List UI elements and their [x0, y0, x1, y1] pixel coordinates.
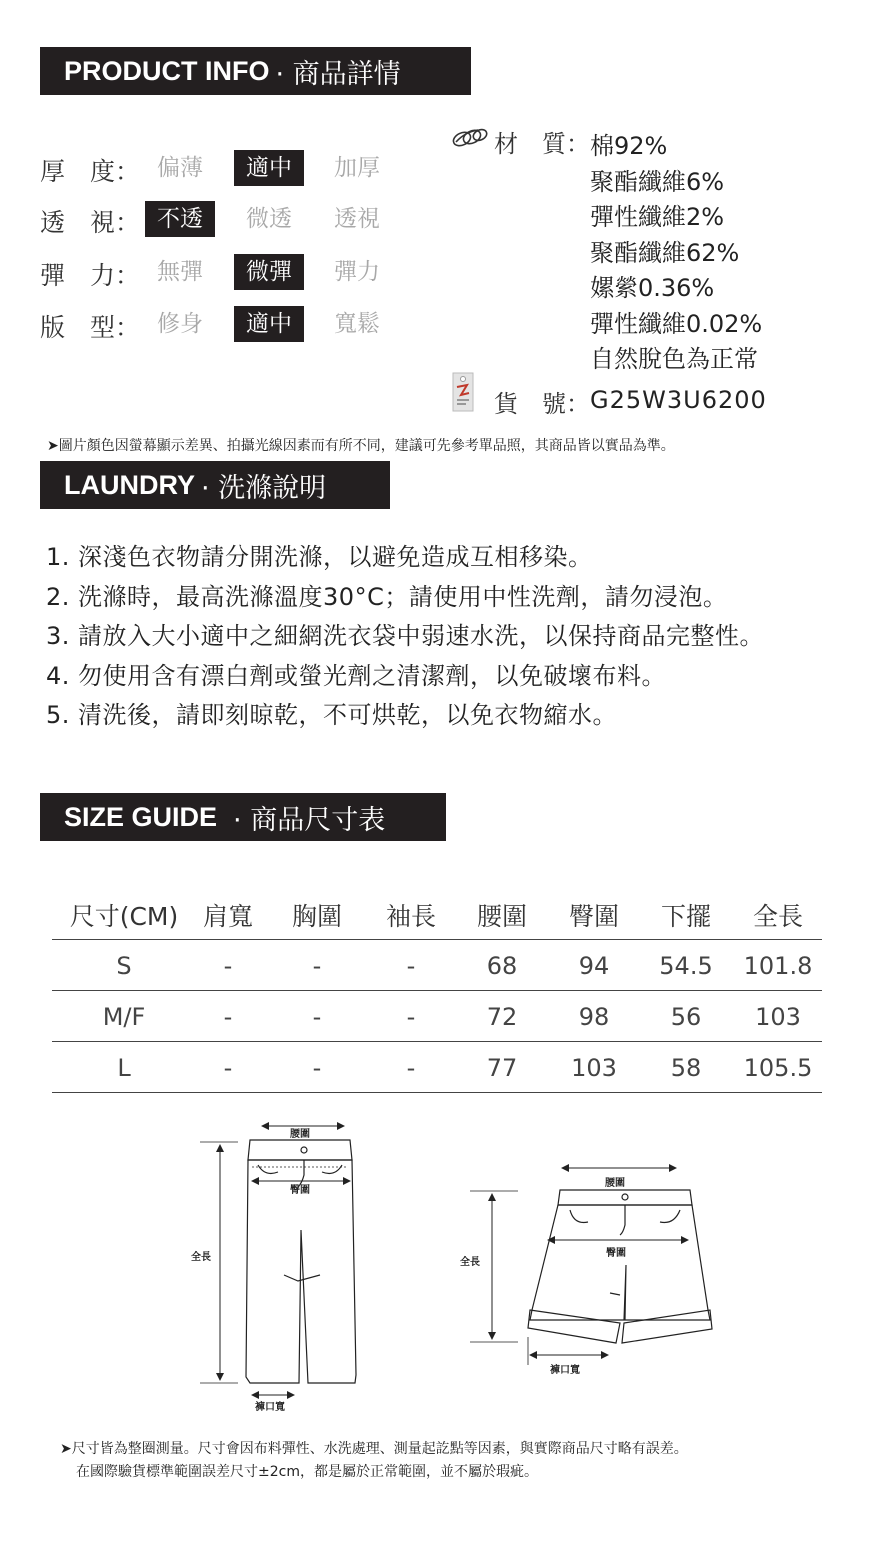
table-cell: 105.5	[743, 1054, 813, 1082]
table-header-cell: 腰圍	[476, 902, 527, 931]
attribute-option-selected: 適中	[234, 306, 304, 342]
item-no-value: G25W3U6200	[590, 386, 767, 414]
table-header-cell: 臀圍	[568, 902, 619, 931]
material-line: 聚酯纖維6%	[590, 167, 725, 196]
long-pants-diagram	[246, 1140, 356, 1383]
size-diagrams	[180, 1115, 740, 1420]
laundry-item: 3. 請放入大小適中之細網洗衣袋中弱速水洗，以保持商品完整性。	[46, 622, 765, 650]
long-length-label: 全長	[191, 1252, 211, 1263]
laundry-item: 4. 勿使用含有漂白劑或螢光劑之清潔劑，以免破壞布料。	[46, 661, 667, 690]
size-note-1: ➤尺寸皆為整圈測量。尺寸會因布料彈性、水洗處理、測量起訖點等因素，與實際商品尺寸略有誤差。	[60, 1441, 688, 1457]
attribute-option: 修身	[157, 311, 203, 337]
product-info-title-en: PRODUCT INFO	[64, 55, 270, 86]
material-line: 彈性纖維2%	[590, 203, 725, 231]
table-cell: 103	[571, 1054, 617, 1082]
table-cell: -	[406, 1054, 416, 1082]
table-header-cell: 全長	[752, 902, 803, 931]
laundry-title-zh: · 洗滌說明	[201, 472, 327, 504]
long-hip-label: 臀圍	[290, 1185, 310, 1196]
table-cell: -	[406, 1003, 416, 1031]
table-header-cell: 下擺	[660, 902, 711, 931]
tag-icon	[451, 371, 477, 413]
attribute-label: 彈 力：	[40, 261, 141, 290]
table-cell: -	[223, 952, 233, 980]
size-guide-title-zh: · 商品尺寸表	[233, 804, 386, 836]
laundry-item: 1. 深淺色衣物請分開洗滌，以避免造成互相移染。	[46, 543, 593, 571]
material-line: 聚酯纖維62%	[590, 238, 740, 267]
attribute-label: 版 型：	[40, 313, 141, 342]
laundry-header	[40, 461, 390, 509]
material-line: 棉92%	[590, 132, 668, 160]
attribute-option-selected: 不透	[145, 201, 215, 237]
table-cell: S	[116, 952, 132, 980]
size-note-2: 在國際驗貨標準範圍誤差尺寸±2cm，都是屬於正常範圍，並不屬於瑕疵。	[76, 1464, 538, 1480]
laundry-item: 5. 清洗後，請即刻晾乾，不可烘乾，以免衣物縮水。	[46, 701, 618, 729]
table-cell: 68	[486, 952, 518, 980]
attribute-option: 微透	[246, 206, 292, 232]
color-note: ➤圖片顏色因螢幕顯示差異、拍攝光線因素而有所不同，建議可先參考單品照，其商品皆以實品為準。	[47, 438, 675, 454]
size-guide-header	[40, 793, 446, 841]
shorts-hem-label: 褲口寬	[550, 1365, 580, 1376]
laundry-title-en: LAUNDRY	[64, 469, 195, 500]
material-line: 自然脫色為正常	[590, 345, 758, 373]
attribute-option: 寬鬆	[334, 311, 380, 337]
table-cell: 101.8	[743, 952, 813, 980]
material-line: 嫘縈0.36%	[590, 274, 715, 302]
shorts-diagram	[528, 1190, 712, 1343]
table-divider	[52, 1092, 822, 1093]
long-hem-label: 褲口寬	[255, 1402, 285, 1413]
table-header-cell: 袖長	[385, 902, 436, 931]
table-cell: 58	[670, 1054, 702, 1082]
table-cell: 56	[670, 1003, 702, 1031]
attribute-label: 厚 度：	[40, 157, 141, 186]
table-cell: -	[312, 1003, 322, 1031]
attribute-option: 偏薄	[157, 155, 203, 181]
material-line: 彈性纖維0.02%	[590, 309, 763, 338]
table-header-cell: 尺寸(CM)	[69, 902, 179, 931]
attribute-option: 無彈	[157, 259, 203, 285]
table-divider	[52, 939, 822, 940]
table-divider	[52, 1041, 822, 1042]
long-waist-label: 腰圍	[290, 1129, 310, 1140]
table-cell: 98	[578, 1003, 610, 1031]
item-no-label: 貨 號：	[494, 390, 590, 418]
table-cell: -	[312, 952, 322, 980]
table-header-cell: 胸圍	[291, 902, 342, 931]
shorts-hip-label: 臀圍	[606, 1248, 626, 1259]
table-cell: -	[312, 1054, 322, 1082]
table-cell: -	[406, 952, 416, 980]
attribute-option: 彈力	[334, 259, 380, 285]
table-cell: -	[223, 1003, 233, 1031]
table-header-cell: 肩寬	[202, 902, 253, 931]
size-guide-title-en: SIZE GUIDE	[64, 801, 218, 832]
table-cell: 103	[755, 1003, 801, 1031]
table-cell: 72	[486, 1003, 518, 1031]
table-cell: -	[223, 1054, 233, 1082]
table-cell: 94	[578, 952, 610, 980]
table-cell: 54.5	[659, 952, 713, 980]
attribute-option: 透視	[334, 206, 380, 232]
material-label: 材 質：	[494, 130, 590, 158]
attribute-option-selected: 微彈	[234, 254, 304, 290]
attribute-option: 加厚	[334, 155, 380, 181]
table-cell: M/F	[102, 1003, 146, 1031]
shorts-length-label: 全長	[460, 1257, 480, 1268]
attribute-label: 透 視：	[40, 208, 141, 237]
table-cell: 77	[486, 1054, 518, 1082]
table-divider	[52, 990, 822, 991]
product-info-title-zh: · 商品詳情	[275, 58, 401, 90]
attribute-option-selected: 適中	[234, 150, 304, 186]
table-cell: L	[117, 1054, 131, 1082]
product-info-header	[40, 47, 471, 95]
laundry-item: 2. 洗滌時，最高洗滌溫度30°C；請使用中性洗劑，請勿浸泡。	[46, 582, 728, 611]
shorts-waist-label: 腰圍	[605, 1178, 625, 1189]
fabric-icon	[450, 126, 490, 150]
